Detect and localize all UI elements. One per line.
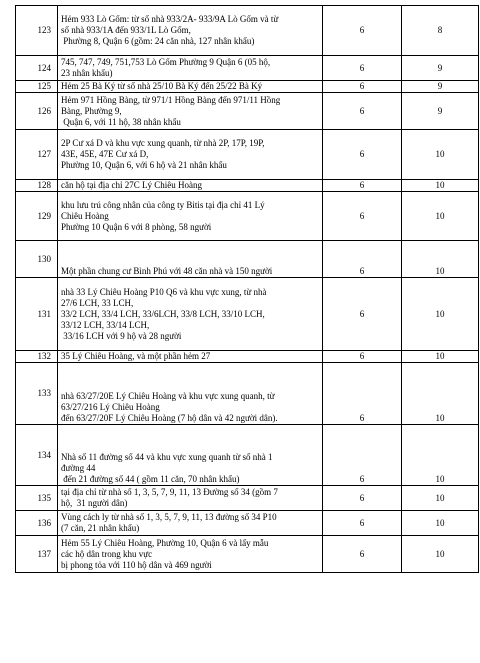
- description-line: Một phần chung cư Bình Phú với 48 căn nhà và 150 người: [61, 266, 273, 276]
- description-line: khu lưu trú công nhân của công ty Bitis tại địa chỉ 41 Lý: [61, 199, 265, 210]
- district-number: 6: [323, 180, 402, 192]
- ward-number: 10: [402, 192, 479, 241]
- description-line: nhà 63/27/20E Lý Chiêu Hoàng và khu vực xung quanh, từ: [61, 391, 275, 401]
- table-row: [16, 425, 479, 486]
- table-row: [16, 278, 479, 351]
- table-row: [16, 192, 479, 241]
- location-description: [58, 192, 323, 241]
- ward-number: 10: [402, 241, 479, 278]
- row-number: 130: [16, 241, 58, 278]
- row-number: 135: [16, 486, 58, 511]
- location-description: [58, 81, 323, 93]
- table-row: [16, 536, 479, 573]
- location-description: [58, 130, 323, 180]
- district-number: 6: [323, 93, 402, 130]
- location-description: [58, 536, 323, 573]
- description-line: Hẻm 971 Hồng Bàng, từ 971/1 Hồng Bàng đến 971/11 Hồng: [61, 94, 281, 105]
- location-description: [58, 363, 323, 425]
- row-number: 137: [16, 536, 58, 573]
- description-line: đến 63/27/20F Lý Chiêu Hoàng (7 hộ dân và 42 người dân).: [61, 413, 278, 423]
- district-number: 6: [323, 511, 402, 536]
- location-description: [58, 241, 323, 278]
- location-description: [58, 93, 323, 130]
- ward-number: 10: [402, 130, 479, 180]
- table-row: [16, 511, 479, 536]
- table-row: [16, 130, 479, 180]
- ward-number: 10: [402, 425, 479, 486]
- description-line: đường 44: [61, 463, 96, 473]
- table-row: [16, 180, 479, 192]
- ward-number: 9: [402, 93, 479, 130]
- ward-number: 10: [402, 278, 479, 351]
- description-line: Phường 10, Quận 6, với 6 hộ và 21 nhân khẩu: [61, 160, 227, 170]
- table-row: [16, 351, 479, 363]
- description-line: 35 Lý Chiêu Hoàng, và một phần hẻm 27: [61, 351, 211, 361]
- description-line: Quận 6, với 11 hộ, 38 nhân khẩu: [61, 116, 181, 127]
- district-number: 6: [323, 192, 402, 241]
- description-line: căn hộ tại địa chỉ 27C Lý Chiêu Hoàng: [61, 180, 202, 190]
- location-description: [58, 511, 323, 536]
- table-body: [16, 6, 479, 573]
- description-line: 33/16 LCH với 9 hộ và 28 người: [61, 330, 182, 341]
- location-description: [58, 425, 323, 486]
- ward-number: 10: [402, 363, 479, 425]
- description-line: đến 21 đường số 44 ( gồm 11 căn, 70 nhân khẩu): [61, 474, 240, 484]
- ward-number: 10: [402, 536, 479, 573]
- table-row: [16, 81, 479, 93]
- district-number: 6: [323, 351, 402, 363]
- description-line: Nhà số 11 đường số 44 và khu vực xung quanh từ số nhà 1: [61, 452, 273, 462]
- table-row: [16, 56, 479, 81]
- district-number: 6: [323, 278, 402, 351]
- description-line: tại địa chỉ từ nhà số 1, 3, 5, 7, 9, 11, 13 Đường số 34 (gồm 7: [61, 487, 278, 497]
- row-number: 134: [16, 425, 58, 486]
- description-line: 745, 747, 749, 751,753 Lò Gốm Phường 9 Quận 6 (05 hộ,: [61, 57, 271, 67]
- description-line: 23 nhân khẩu): [61, 68, 113, 78]
- location-description: [58, 351, 323, 363]
- location-description: [58, 278, 323, 351]
- table-row: [16, 6, 479, 56]
- district-number: 6: [323, 241, 402, 278]
- data-table: [15, 5, 479, 573]
- description-line: 27/6 LCH, 33 LCH,: [61, 297, 134, 308]
- location-description: [58, 6, 323, 56]
- row-number: 133: [16, 363, 58, 425]
- row-number: 127: [16, 130, 58, 180]
- table-row: [16, 241, 479, 278]
- ward-number: 8: [402, 6, 479, 56]
- description-line: 33/2 LCH, 33/4 LCH, 33/6LCH, 33/8 LCH, 33/10 LCH,: [61, 308, 265, 319]
- ward-number: 10: [402, 511, 479, 536]
- description-line: (7 căn, 21 nhân khẩu): [61, 523, 140, 533]
- district-number: 6: [323, 56, 402, 81]
- location-description: [58, 486, 323, 511]
- table-row: [16, 486, 479, 511]
- location-description: [58, 180, 323, 192]
- row-number: 136: [16, 511, 58, 536]
- row-number: 131: [16, 278, 58, 351]
- description-line: nhà 33 Lý Chiêu Hoàng P10 Q6 và khu vực xung, từ nhà: [61, 286, 267, 297]
- district-number: 6: [323, 81, 402, 93]
- ward-number: 9: [402, 56, 479, 81]
- ward-number: 9: [402, 81, 479, 93]
- description-line: 63/27/216 Lý Chiêu Hoàng: [61, 402, 160, 412]
- description-line: Hẻm 933 Lò Gốm: từ số nhà 933/2A- 933/9A Lò Gốm và từ: [61, 14, 279, 24]
- row-number: 126: [16, 93, 58, 130]
- district-number: 6: [323, 130, 402, 180]
- description-line: Phường 10 Quận 6 với 8 phòng, 58 người: [61, 221, 212, 232]
- ward-number: 10: [402, 486, 479, 511]
- description-line: Phường 8, Quận 6 (gồm: 24 căn nhà, 127 nhân khẩu): [61, 36, 255, 46]
- row-number: 124: [16, 56, 58, 81]
- description-line: 2P Cư xá D và khu vực xung quanh, từ nhà 2P, 17P, 19P,: [61, 138, 265, 148]
- description-line: Chiêu Hoàng: [61, 210, 109, 221]
- row-number: 128: [16, 180, 58, 192]
- row-number: 123: [16, 6, 58, 56]
- location-description: [58, 56, 323, 81]
- description-line: hộ, 31 người dân): [61, 498, 128, 508]
- description-line: Bàng, Phường 9,: [61, 105, 122, 116]
- description-line: Hẻm 55 Lý Chiêu Hoàng, Phường 10, Quận 6 và lấy mẫu: [61, 537, 269, 548]
- row-number: 125: [16, 81, 58, 93]
- description-line: các hộ dân trong khu vực: [61, 548, 153, 559]
- description-line: bị phong tỏa với 110 hộ dân và 469 người: [61, 559, 212, 570]
- ward-number: 10: [402, 351, 479, 363]
- district-number: 6: [323, 6, 402, 56]
- district-number: 6: [323, 486, 402, 511]
- description-line: 33/12 LCH, 33/14 LCH,: [61, 319, 150, 330]
- description-line: Hẻm 25 Bà Ký từ số nhà 25/10 Bà Ký đến 25/22 Bà Ký: [61, 81, 263, 91]
- description-line: Vùng cách ly từ nhà số 1, 3, 5, 7, 9, 11, 13 đường số 34 P10: [61, 512, 277, 522]
- row-number: 129: [16, 192, 58, 241]
- description-line: số nhà 933/1A đến 933/1L Lò Gốm,: [61, 25, 191, 35]
- ward-number: 10: [402, 180, 479, 192]
- table-row: [16, 93, 479, 130]
- description-line: 43E, 45E, 47E Cư xá D,: [61, 149, 149, 159]
- row-number: 132: [16, 351, 58, 363]
- district-number: 6: [323, 363, 402, 425]
- district-number: 6: [323, 425, 402, 486]
- district-number: 6: [323, 536, 402, 573]
- table-row: [16, 363, 479, 425]
